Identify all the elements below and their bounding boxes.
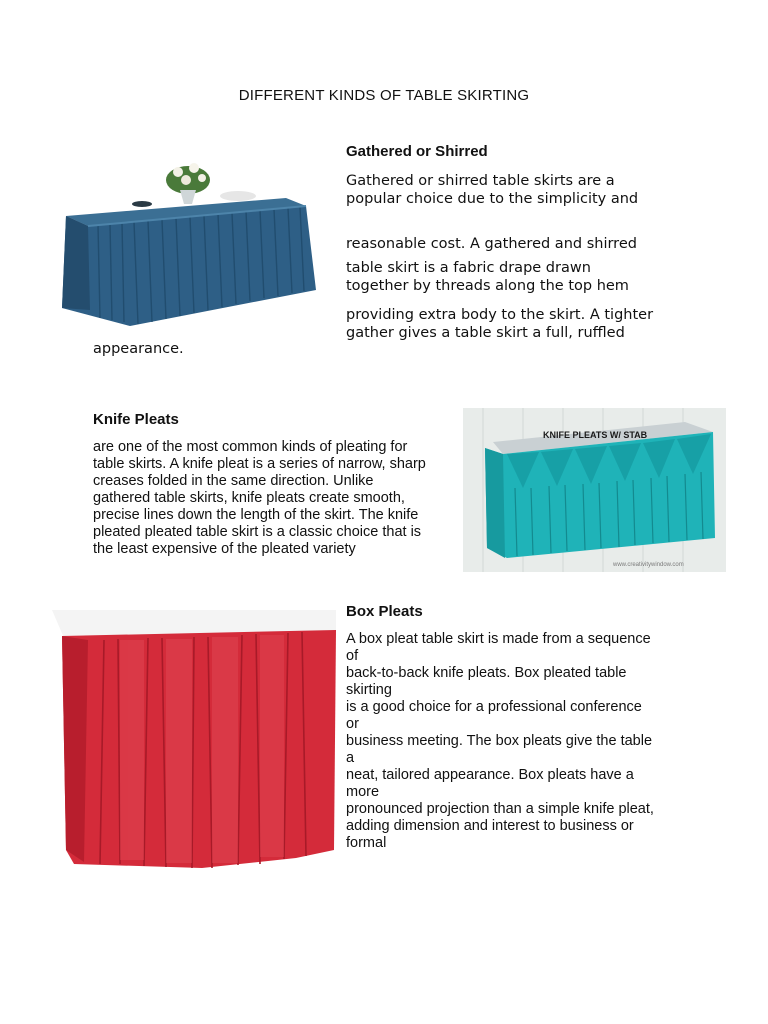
box-pleats-image [48,606,336,878]
text-line: creases folded in the same direction. Unlike [93,473,374,489]
gathered-skirt-image [60,150,322,332]
knife-paragraph [93,439,426,558]
gathered-paragraph-1 [346,172,638,208]
text-line: the least expensive of the pleated variety [93,541,356,557]
box-heading: Box Pleats [346,603,423,620]
text-line: pronounced projection than a simple knife pleat, [346,801,654,817]
text-line: providing extra body to the skirt. A tighter [346,307,654,323]
text-line: neat, tailored appearance. Box pleats have a [346,767,634,783]
gathered-paragraph-2 [346,235,637,253]
text-line: A box pleat table skirt is made from a sequence [346,631,651,647]
text-line: popular choice due to the simplicity and [346,191,639,207]
text-line: table skirt is a fabric drape drawn [346,260,591,276]
text-line: adding dimension and interest to business or [346,818,634,834]
text-line: of [346,648,359,664]
flower-vase-icon [166,163,210,204]
text-line: are one of the most common kinds of pleating for [93,439,408,455]
knife-pleats-image [463,408,726,572]
gathered-paragraph-end [93,340,184,358]
text-line: appearance. [93,341,184,357]
text-line: more [346,784,380,800]
knife-heading: Knife Pleats [93,411,179,428]
page-title: DIFFERENT KINDS OF TABLE SKIRTING [238,87,530,104]
text-line: table skirts. A knife pleat is a series of narrow, sharp [93,456,426,472]
text-line: or [346,716,359,732]
gathered-heading: Gathered or Shirred [346,143,488,160]
box-paragraph [346,631,654,852]
gathered-paragraph-3 [346,259,629,295]
image-banner-text: KNIFE PLEATS W/ STAB [543,430,648,440]
text-line: Gathered or shirred table skirts are a [346,173,615,189]
text-line: is a good choice for a professional conference [346,699,642,715]
text-line: a [346,750,355,766]
text-line: business meeting. The box pleats give the table [346,733,653,749]
gathered-paragraph-4 [346,306,653,342]
text-line: gather gives a table skirt a full, ruffled [346,325,625,341]
text-line: gathered table skirts, knife pleats create smooth, [93,490,405,506]
text-line: precise lines down the length of the skirt. The knife [93,507,419,523]
text-line: skirting [346,682,392,698]
text-line: reasonable cost. A gathered and shirred [346,236,637,252]
image-watermark-text: www.creativitywindow.com [613,562,684,568]
text-line: formal [346,835,387,851]
text-line: back-to-back knife pleats. Box pleated table [346,665,627,681]
text-line: together by threads along the top hem [346,278,629,294]
text-line: pleated pleated table skirt is a classic choice that is [93,524,422,540]
